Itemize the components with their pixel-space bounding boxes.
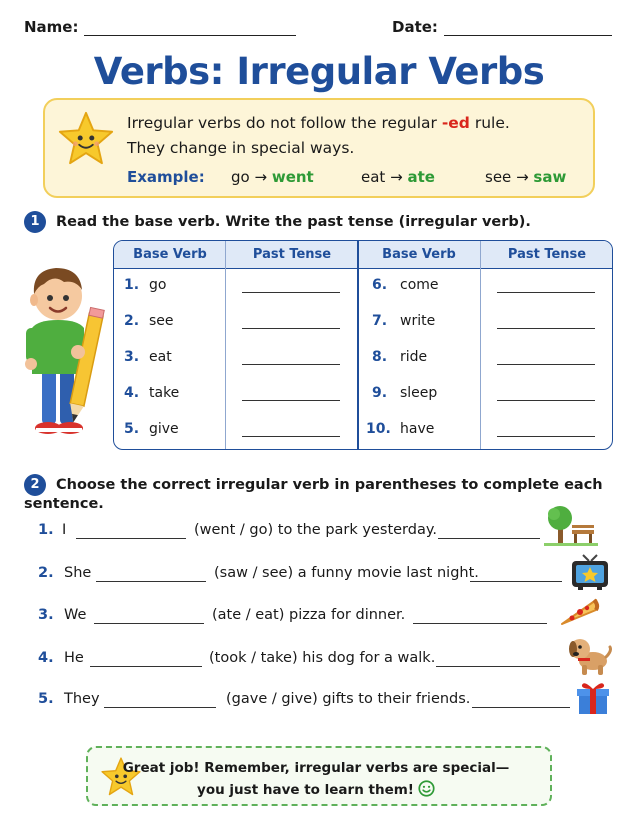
base-verb: give bbox=[149, 421, 179, 437]
base-verb: sleep bbox=[400, 385, 438, 401]
info-text-end: rule. bbox=[469, 114, 510, 132]
sentence-row bbox=[38, 565, 578, 587]
section-number-badge: 1 bbox=[24, 211, 46, 233]
sentence-rest: (saw / see) a funny movie last night. bbox=[214, 565, 479, 581]
section-1-instruction: Read the base verb. Write the past tense (irregular verb). bbox=[56, 214, 531, 230]
column-divider bbox=[480, 241, 481, 449]
smiley-face-icon bbox=[418, 780, 435, 797]
center-divider bbox=[357, 241, 359, 449]
footer-line-2-text: you just have to learn them! bbox=[197, 782, 414, 798]
item-number: 1. bbox=[38, 522, 54, 538]
dog-icon bbox=[566, 633, 612, 677]
footer-line-1: Great job! Remember, irregular verbs are special— bbox=[122, 760, 510, 776]
answer-blank[interactable] bbox=[242, 436, 340, 437]
sentence-row bbox=[38, 650, 578, 672]
info-text: Irregular verbs do not follow the regular bbox=[127, 114, 442, 132]
example-label: Example: bbox=[127, 168, 205, 186]
name-field[interactable] bbox=[24, 18, 296, 36]
answer-blank[interactable] bbox=[94, 623, 204, 624]
sentence-row bbox=[38, 607, 578, 629]
item-number: 8. bbox=[372, 349, 388, 365]
info-line-2: They change in special ways. bbox=[127, 139, 355, 157]
section-number-badge: 2 bbox=[24, 474, 46, 496]
example-1: go → went bbox=[231, 168, 314, 186]
item-number: 3. bbox=[124, 349, 140, 365]
example-row bbox=[127, 168, 587, 188]
date-label: Date: bbox=[392, 18, 438, 36]
item-number: 7. bbox=[372, 313, 388, 329]
sentence-row bbox=[38, 522, 578, 544]
item-number: 5. bbox=[124, 421, 140, 437]
table-header-row bbox=[114, 241, 612, 269]
base-verb: take bbox=[149, 385, 180, 401]
item-number: 10. bbox=[366, 421, 391, 437]
answer-blank[interactable] bbox=[90, 666, 202, 667]
answer-blank[interactable] bbox=[436, 666, 560, 667]
sentence-row bbox=[38, 691, 578, 713]
answer-blank[interactable] bbox=[242, 292, 340, 293]
item-number: 5. bbox=[38, 691, 54, 707]
sentence-subject: She bbox=[64, 565, 92, 581]
base-verb: go bbox=[149, 277, 167, 293]
answer-blank[interactable] bbox=[497, 328, 595, 329]
example-3: see → saw bbox=[485, 168, 567, 186]
answer-blank[interactable] bbox=[104, 707, 216, 708]
item-number: 9. bbox=[372, 385, 388, 401]
base-verb: have bbox=[400, 421, 435, 437]
date-blank[interactable] bbox=[444, 20, 612, 36]
header-base-verb-2: Base Verb bbox=[382, 247, 456, 262]
item-number: 2. bbox=[124, 313, 140, 329]
base-verb: eat bbox=[149, 349, 172, 365]
item-number: 4. bbox=[38, 650, 54, 666]
info-box bbox=[43, 98, 595, 198]
name-label: Name: bbox=[24, 18, 79, 36]
header-past-tense-1: Past Tense bbox=[252, 247, 332, 262]
section-1-heading bbox=[24, 211, 531, 233]
info-line-1 bbox=[127, 114, 510, 132]
answer-blank[interactable] bbox=[472, 707, 570, 708]
example-2: eat → ate bbox=[361, 168, 435, 186]
footer-encouragement-box bbox=[86, 746, 552, 806]
answer-blank[interactable] bbox=[470, 581, 562, 582]
date-field[interactable] bbox=[392, 18, 612, 36]
item-number: 2. bbox=[38, 565, 54, 581]
base-verb: come bbox=[400, 277, 439, 293]
sentence-subject: I bbox=[62, 522, 67, 538]
header-base-verb-1: Base Verb bbox=[133, 247, 207, 262]
item-number: 6. bbox=[372, 277, 388, 293]
section-2-instruction: Choose the correct irregular verb in parentheses to complete each sentence. bbox=[24, 477, 603, 512]
answer-blank[interactable] bbox=[413, 623, 547, 624]
sentence-rest: (took / take) his dog for a walk. bbox=[209, 650, 436, 666]
answer-blank[interactable] bbox=[438, 538, 540, 539]
answer-blank[interactable] bbox=[242, 364, 340, 365]
page-title: Verbs: Irregular Verbs bbox=[93, 50, 545, 93]
sentence-rest: (gave / give) gifts to their friends. bbox=[226, 691, 471, 707]
ed-highlight: -ed bbox=[441, 114, 470, 132]
sentence-rest: (went / go) to the park yesterday. bbox=[194, 522, 437, 538]
answer-blank[interactable] bbox=[497, 292, 595, 293]
park-tree-bench-icon bbox=[544, 504, 598, 546]
answer-blank[interactable] bbox=[242, 328, 340, 329]
tv-star-icon bbox=[570, 553, 610, 591]
base-verb: write bbox=[400, 313, 436, 329]
column-divider bbox=[225, 241, 226, 449]
item-number: 4. bbox=[124, 385, 140, 401]
answer-blank[interactable] bbox=[497, 400, 595, 401]
answer-blank[interactable] bbox=[96, 581, 206, 582]
base-verb: ride bbox=[400, 349, 428, 365]
boy-with-pencil-illustration bbox=[18, 258, 110, 443]
sentence-subject: They bbox=[64, 691, 100, 707]
footer-line-2 bbox=[116, 780, 516, 798]
item-number: 1. bbox=[124, 277, 140, 293]
sentence-rest: (ate / eat) pizza for dinner. bbox=[212, 607, 406, 623]
smiling-star-icon bbox=[57, 110, 115, 168]
base-verb: see bbox=[149, 313, 174, 329]
sentence-subject: We bbox=[64, 607, 87, 623]
answer-blank[interactable] bbox=[497, 364, 595, 365]
pizza-slice-icon bbox=[558, 596, 600, 628]
header-past-tense-2: Past Tense bbox=[507, 247, 587, 262]
answer-blank[interactable] bbox=[76, 538, 186, 539]
sentence-subject: He bbox=[64, 650, 84, 666]
item-number: 3. bbox=[38, 607, 54, 623]
answer-blank[interactable] bbox=[497, 436, 595, 437]
name-blank[interactable] bbox=[84, 20, 296, 36]
answer-blank[interactable] bbox=[242, 400, 340, 401]
gift-box-icon bbox=[576, 680, 610, 716]
verb-table bbox=[113, 240, 613, 450]
